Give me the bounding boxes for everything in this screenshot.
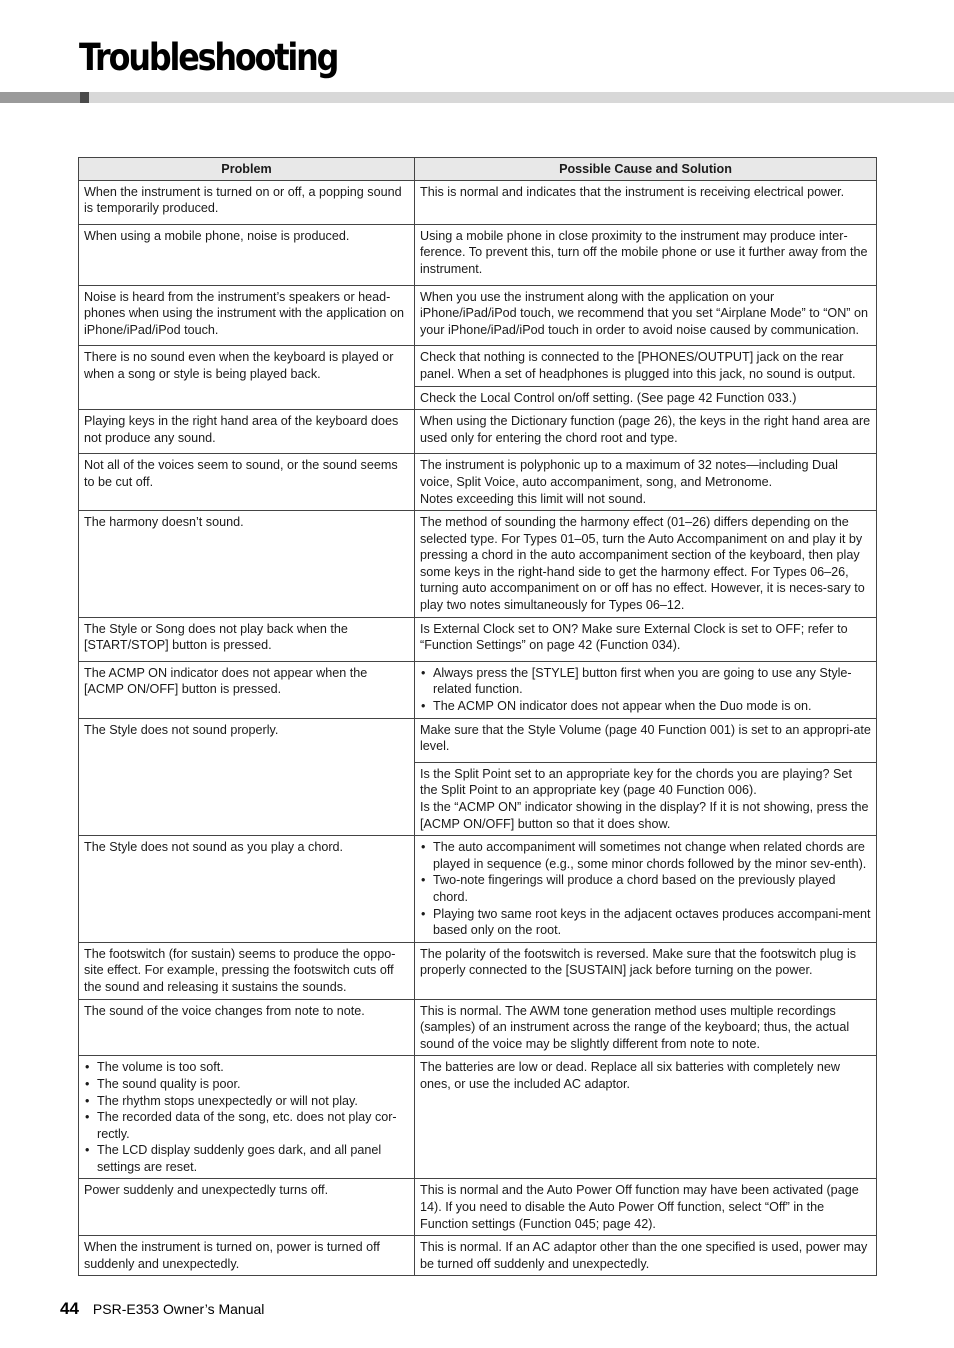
header-problem: Problem — [79, 158, 415, 181]
table-header-row — [79, 158, 877, 181]
table-row — [79, 511, 877, 618]
bullet-list — [84, 1059, 409, 1175]
title-rule-light — [89, 92, 954, 103]
page-footer — [60, 1299, 264, 1319]
bullet-item: • The sound quality is poor. — [84, 1076, 409, 1093]
bullet-item: • The recorded data of the song, etc. does not play cor-rectly. — [84, 1109, 409, 1142]
title-rule-marker — [80, 92, 89, 103]
problem-cell: The harmony doesn’t sound. — [79, 511, 415, 618]
table-row — [79, 836, 877, 943]
solution-cell — [415, 762, 877, 835]
troubleshooting-table — [78, 157, 877, 1276]
header-solution: Possible Cause and Solution — [415, 158, 877, 181]
problem-cell: There is no sound even when the keyboard is played or when a song or style is being played back. — [79, 346, 415, 410]
table-row — [79, 224, 877, 285]
problem-cell: The ACMP ON indicator does not appear when the [ACMP ON/OFF] button is pressed. — [79, 661, 415, 718]
table-row — [79, 661, 877, 718]
table-row — [79, 454, 877, 511]
problem-cell: The sound of the voice changes from note to note. — [79, 999, 415, 1056]
solution-cell: Is External Clock set to ON? Make sure External Clock is set to OFF; refer to “Function Settings” on page 42 (Function 034). — [415, 617, 877, 661]
page-title: Troubleshooting — [79, 36, 338, 79]
solution-cell: Check the Local Control on/off setting. (See page 42 Function 033.) — [415, 386, 877, 410]
problem-cell: The Style or Song does not play back when the [START/STOP] button is pressed. — [79, 617, 415, 661]
solution-cell: The method of sounding the harmony effect (01–26) differs depending on the selected type. For Types 01–05, turn the Auto Accompaniment on and play it by pressing a chord in the auto accompaniment section of the keyboard, then play some keys in the right-hand side to get the harmony effect. For Types 06–26, turning auto accompaniment on or off has no effect. However, it is neces-sary to play two notes simultaneously for Types 06–12. — [415, 511, 877, 618]
table-row — [79, 718, 877, 762]
problem-cell: The Style does not sound as you play a chord. — [79, 836, 415, 943]
problem-cell: When the instrument is turned on, power is turned off suddenly and unexpectedly. — [79, 1236, 415, 1276]
solution-cell: This is normal. If an AC adaptor other than the one specified is used, power may be turned off suddenly and unexpectedly. — [415, 1236, 877, 1276]
bullet-item: • The LCD display suddenly goes dark, and all panel settings are reset. — [84, 1142, 409, 1175]
solution-cell: When using the Dictionary function (page 26), the keys in the right hand area are used only for entering the chord root and type. — [415, 410, 877, 454]
solution-text: Is the Split Point set to an appropriate key for the chords you are playing? Set the Split Point to an appropriate key (page 40 Function 006). — [420, 766, 852, 798]
problem-cell: Noise is heard from the instrument’s speakers or head-phones when using the instrument with the application on iPhone/iPad/iPod touch. — [79, 285, 415, 346]
solution-text: Notes exceeding this limit will not sound. — [420, 491, 647, 506]
manual-name: PSR-E353 Owner’s Manual — [92, 1301, 265, 1317]
solution-cell — [415, 836, 877, 943]
problem-cell: Power suddenly and unexpectedly turns off. — [79, 1179, 415, 1236]
solution-cell: Make sure that the Style Volume (page 40 Function 001) is set to an appropri-ate level. — [415, 718, 877, 762]
solution-cell: This is normal. The AWM tone generation method uses multiple recordings (samples) of an instrument across the range of the keyboard; thus, the actual sound of the voice may be slightly different from note to note. — [415, 999, 877, 1056]
problem-cell: When the instrument is turned on or off, a popping sound is temporarily produced. — [79, 180, 415, 224]
table-row — [79, 285, 877, 346]
bullet-item: • Always press the [STYLE] button first when you are going to use any Style-related function. — [420, 665, 871, 698]
table-row — [79, 180, 877, 224]
bullet-list — [420, 839, 871, 939]
table-row — [79, 617, 877, 661]
solution-cell — [415, 454, 877, 511]
solution-cell — [415, 661, 877, 718]
solution-text: The instrument is polyphonic up to a maximum of 32 notes—including Dual voice, Split Voice, auto accompaniment, song, and Metronome. — [420, 458, 838, 489]
table-row — [79, 1179, 877, 1236]
solution-cell: Check that nothing is connected to the [PHONES/OUTPUT] jack on the rear panel. When a set of headphones is plugged into this jack, no sound is output. — [415, 346, 877, 386]
solution-cell: The batteries are low or dead. Replace all six batteries with completely new ones, or use the included AC adaptor. — [415, 1056, 877, 1179]
solution-cell: Using a mobile phone in close proximity to the instrument may produce inter-ference. To prevent this, turn off the mobile phone or use it further away from the instrument. — [415, 224, 877, 285]
solution-cell: This is normal and indicates that the instrument is receiving electrical power. — [415, 180, 877, 224]
problem-cell: Playing keys in the right hand area of the keyboard does not produce any sound. — [79, 410, 415, 454]
table-row — [79, 346, 877, 386]
problem-cell: Not all of the voices seem to sound, or the sound seems to be cut off. — [79, 454, 415, 511]
bullet-item: • The rhythm stops unexpectedly or will not play. — [84, 1093, 409, 1110]
bullet-item: • The ACMP ON indicator does not appear when the Duo mode is on. — [420, 698, 871, 715]
table-row — [79, 410, 877, 454]
page-number: 44 — [60, 1299, 79, 1318]
table-row — [79, 1236, 877, 1276]
problem-cell: The Style does not sound properly. — [79, 718, 415, 836]
bullet-list — [420, 665, 871, 715]
title-rule-dark — [0, 92, 80, 103]
problem-cell: The footswitch (for sustain) seems to produce the oppo-site effect. For example, pressing the footswitch cuts off the sound and releasing it sustains the sounds. — [79, 942, 415, 999]
bullet-item: • Two-note fingerings will produce a chord based on the previously played chord. — [420, 872, 871, 905]
problem-cell: When using a mobile phone, noise is produced. — [79, 224, 415, 285]
bullet-item: • Playing two same root keys in the adjacent octaves produces accompani-ment based only on the root. — [420, 906, 871, 939]
solution-text: Is the “ACMP ON” indicator showing in the display? If it is not showing, press the [ACMP ON/OFF] button so that it does show. — [420, 800, 869, 831]
bullet-item: • The volume is too soft. — [84, 1059, 409, 1076]
solution-cell: This is normal and the Auto Power Off function may have been activated (page 14). If you need to disable the Auto Power Off function, select “Off” in the Function settings (Function 045; page 42). — [415, 1179, 877, 1236]
table-row — [79, 942, 877, 999]
bullet-item: • The auto accompaniment will sometimes not change when related chords are played in sequence (e.g., some minor chords followed by the minor sev-enth). — [420, 839, 871, 872]
solution-cell: The polarity of the footswitch is reversed. Make sure that the footswitch plug is properly connected to the [SUSTAIN] jack before turning on the power. — [415, 942, 877, 999]
table-row — [79, 999, 877, 1056]
problem-cell — [79, 1056, 415, 1179]
solution-cell: When you use the instrument along with the application on your iPhone/iPad/iPod touch, we recommend that you set “Airplane Mode” to “ON” on your iPhone/iPad/iPod touch in order to avoid noise caused by communication. — [415, 285, 877, 346]
table-row — [79, 1056, 877, 1179]
